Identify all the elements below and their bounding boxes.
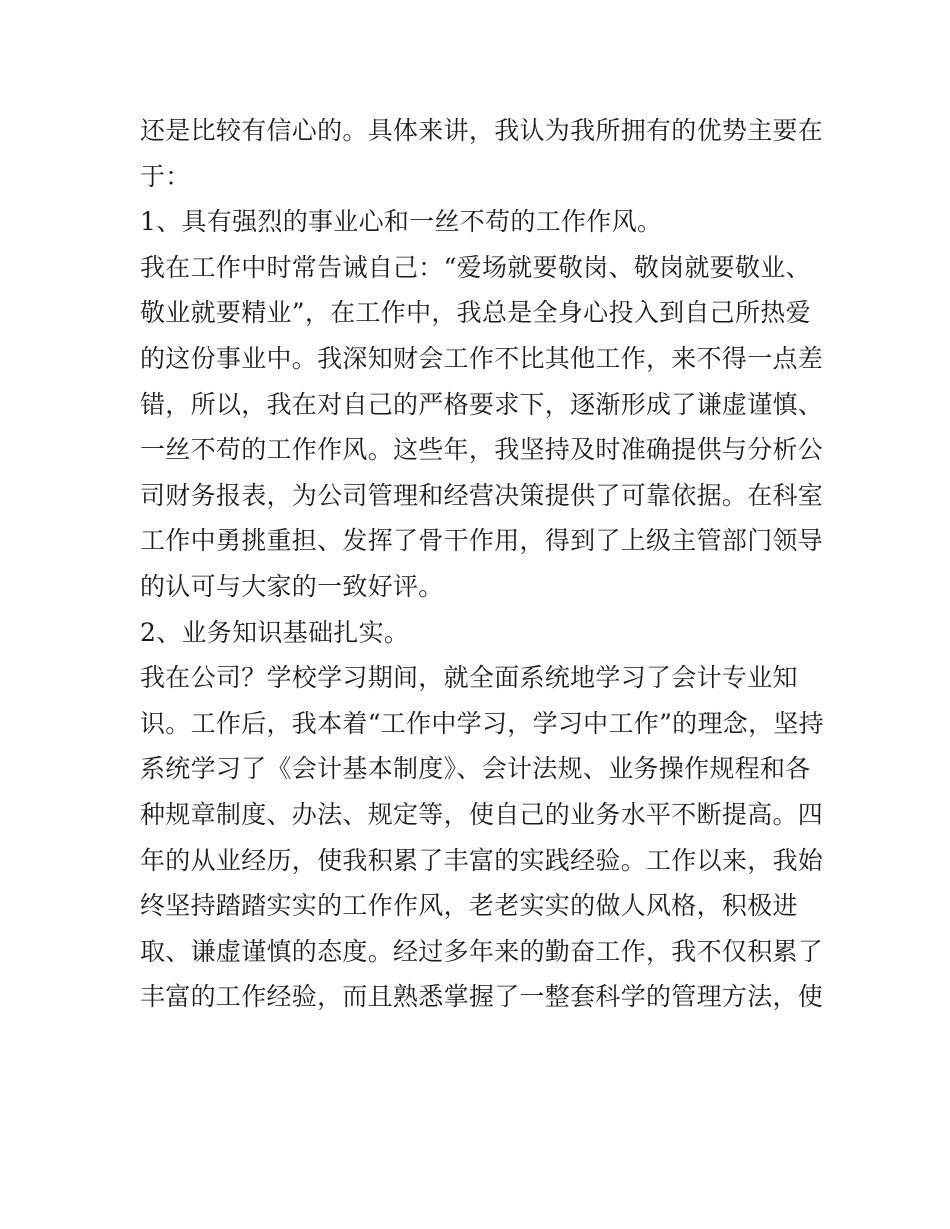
text-line: 的认可与大家的一致好评。 xyxy=(140,571,444,601)
document-body xyxy=(140,108,824,1020)
text-line: 丰富的工作经验，而且熟悉掌握了一整套科学的管理方法，使 xyxy=(140,982,824,1012)
text-line: 我在工作中时常告诫自己：“爱场就要敬岗、敬岗就要敬业、 xyxy=(140,252,811,282)
text-line: 的这份事业中。我深知财会工作不比其他工作，来不得一点差 xyxy=(140,343,824,373)
text-line: 错，所以，我在对自己的严格要求下，逐渐形成了谦虚谨慎、 xyxy=(140,389,824,419)
section-heading: 2、业务知识基础扎实。 xyxy=(140,617,410,647)
text-line: 年的从业经历，使我积累了丰富的实践经验。工作以来，我始 xyxy=(140,845,824,875)
text-line: 我在公司？学校学习期间，就全面系统地学习了会计专业知 xyxy=(140,663,798,693)
text-line: 取、谦虚谨慎的态度。经过多年来的勤奋工作，我不仅积累了 xyxy=(140,936,824,966)
text-line: 工作中勇挑重担、发挥了骨干作用，得到了上级主管部门领导 xyxy=(140,526,824,556)
text-line: 敬业就要精业”，在工作中，我总是全身心投入到自己所热爱 xyxy=(140,298,811,328)
text-line: 还是比较有信心的。具体来讲，我认为我所拥有的优势主要在 xyxy=(140,116,824,145)
text-line: 一丝不苟的工作作风。这些年，我坚持及时准确提供与分析公 xyxy=(140,435,824,465)
text-line: 于： xyxy=(140,161,191,191)
section-heading: 1、具有强烈的事业心和一丝不苟的工作作风。 xyxy=(140,207,663,237)
text-line: 识。工作后，我本着“工作中学习，学习中工作”的理念，坚持 xyxy=(140,708,824,738)
text-line: 终坚持踏踏实实的工作作风，老老实实的做人风格，积极进 xyxy=(140,891,798,921)
text-line: 司财务报表，为公司管理和经营决策提供了可靠依据。在科室 xyxy=(140,480,824,510)
text-line: 种规章制度、办法、规定等，使自己的业务水平不断提高。四 xyxy=(140,799,824,829)
text-line: 系统学习了《会计基本制度》、会计法规、业务操作规程和各 xyxy=(140,754,811,784)
